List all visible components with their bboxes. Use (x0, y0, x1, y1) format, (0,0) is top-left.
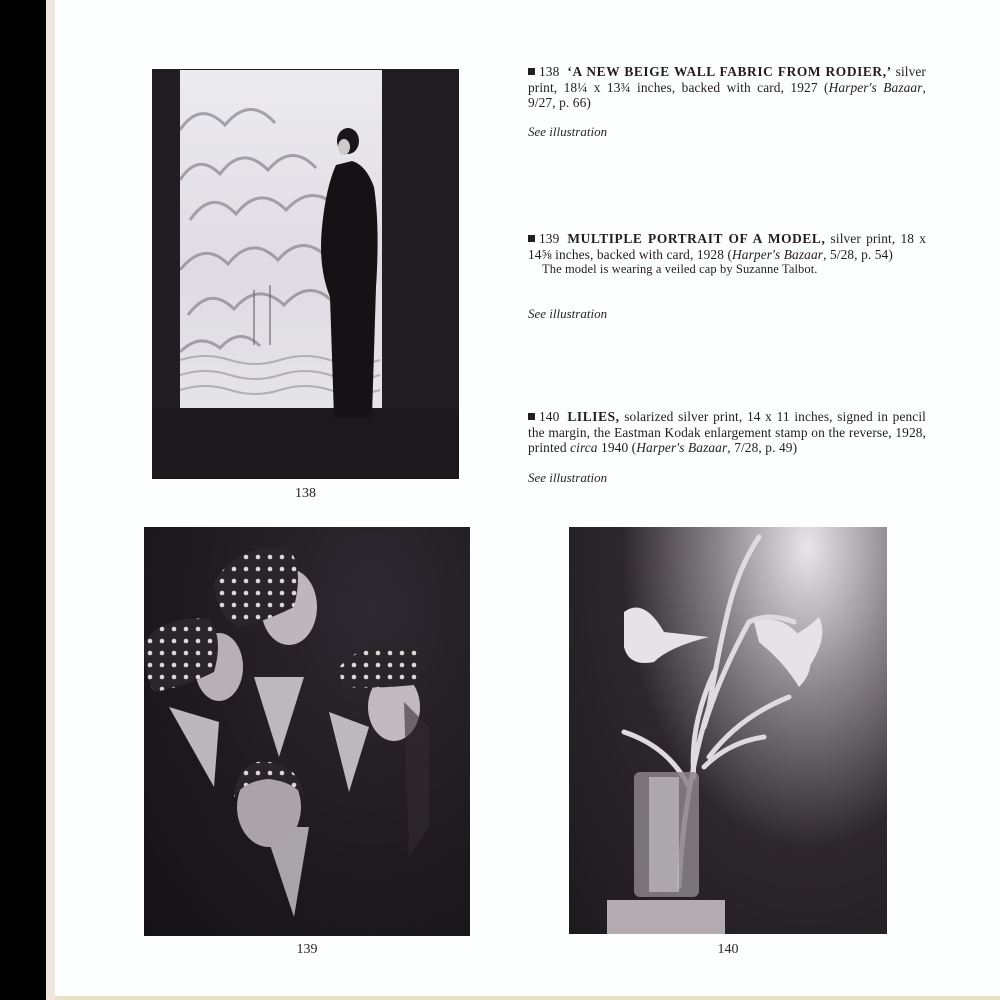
figure-caption-139: 139 (296, 942, 318, 957)
catalog-entry-140 (528, 409, 926, 456)
entry-description: silver print, 18 x 14⅝ inches, backed with card, 1928 ( (528, 231, 926, 262)
see-illustration-140: See illustration (528, 470, 608, 485)
bullet-square-icon (528, 68, 535, 75)
entry-title: ‘A NEW BEIGE WALL FABRIC FROM RODIER,’ (567, 64, 892, 79)
catalog-entry-139 (528, 231, 926, 278)
entry-circa: circa (570, 440, 598, 455)
entry-number: 139 (539, 231, 560, 246)
entry-number: 140 (539, 409, 560, 424)
see-illustration-139: See illustration (528, 306, 608, 321)
entry-source: Harper's Bazaar (828, 79, 923, 95)
lilies-vase-icon (569, 527, 887, 934)
entry-number: 138 (539, 64, 560, 79)
entry-title: MULTIPLE PORTRAIT OF A MODEL, (567, 231, 826, 246)
entry-source: Harper's Bazaar (636, 440, 728, 455)
entry-title: LILIES, (567, 409, 620, 424)
entry-description: solarized silver print, 14 x 11 inches, signed in pencil the margin, the Eastman Kodak enlargement stamp on the reverse, 1928, printed (528, 409, 926, 455)
bullet-square-icon (528, 413, 535, 420)
photo-138 (152, 69, 459, 479)
entry-date: 1940 ( (597, 440, 637, 455)
entry-citation: , 5/28, p. 54) (823, 246, 893, 262)
woman-figure-icon (316, 127, 380, 427)
entry-note: The model is wearing a veiled cap by Suzanne Talbot. (542, 262, 818, 276)
see-illustration-138: See illustration (528, 124, 608, 139)
floor-shadow (152, 409, 459, 479)
page-bottom-edge (55, 996, 1000, 1000)
catalog-entry-138 (528, 64, 926, 111)
bullet-square-icon (528, 235, 535, 242)
entry-citation: , 9/27, p. 66) (528, 79, 926, 110)
figure-caption-138: 138 (295, 486, 316, 501)
figure-caption-140: 140 (717, 942, 739, 957)
entry-citation: , 7/28, p. 49) (727, 440, 798, 455)
photo-139 (144, 527, 470, 936)
entry-description: silver print, 18¼ x 13¾ inches, backed with card, 1927 ( (528, 64, 926, 95)
entry-source: Harper's Bazaar (732, 246, 824, 262)
multiple-portrait-icon (144, 527, 470, 936)
photo-140 (569, 527, 887, 934)
